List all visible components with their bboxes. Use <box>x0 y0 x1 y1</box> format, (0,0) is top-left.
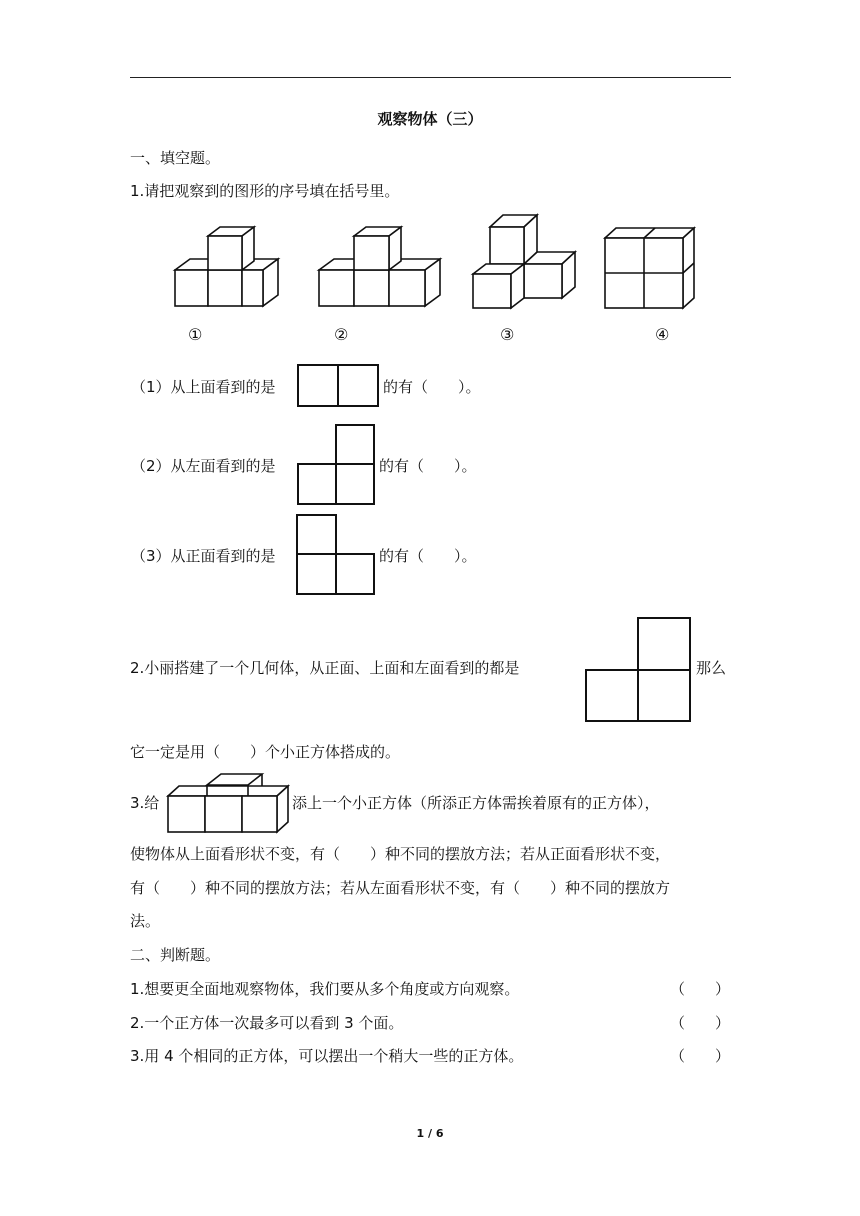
section2-heading: 二、判断题。 <box>130 946 221 964</box>
header-rule <box>130 77 731 78</box>
top-view-shape <box>297 364 381 408</box>
q2-continuation: 它一定是用（ ）个小正方体搭成的。 <box>130 743 401 761</box>
q1-sub2-prefix: （2）从左面看到的是 <box>131 457 276 475</box>
page-number: 1 / 6 <box>416 1127 444 1140</box>
q1-sub3-suffix: 的有（ ）。 <box>379 547 477 565</box>
figure-label-3: ③ <box>500 325 515 344</box>
judge-item-2: 2.一个正方体一次最多可以看到 3 个面。 <box>130 1014 404 1032</box>
figure-2-cubes <box>316 224 442 310</box>
q3-line2: 使物体从上面看形状不变，有（ ）种不同的摆放方法；若从正面看形状不变， <box>130 845 671 863</box>
q1-prompt: 1.请把观察到的图形的序号填在括号里。 <box>130 182 400 200</box>
q1-sub1-suffix: 的有（ ）。 <box>383 378 481 396</box>
judge-item-1: 1.想要更全面地观察物体，我们要从多个角度或方向观察。 <box>130 980 520 998</box>
front-view-shape <box>295 514 377 596</box>
q3-line4: 法。 <box>130 912 161 930</box>
q3-cube-figure <box>166 772 290 834</box>
q1-sub3-prefix: （3）从正面看到的是 <box>131 547 276 565</box>
q1-sub2-suffix: 的有（ ）。 <box>379 457 477 475</box>
q2-prompt: 2.小丽搭建了一个几何体，从正面、上面和左面看到的都是 <box>130 659 520 677</box>
figure-label-1: ① <box>188 325 203 344</box>
figure-label-4: ④ <box>655 325 670 344</box>
page-title: 观察物体（三） <box>377 110 483 128</box>
q3-prefix: 3.给 <box>130 794 160 812</box>
q3-line3: 有（ ）种不同的摆放方法；若从左面看形状不变，有（ ）种不同的摆放方 <box>130 879 671 897</box>
judge-bracket-2[interactable]: （ ） <box>669 1014 730 1032</box>
figure-4-cubes <box>601 224 699 312</box>
section1-heading: 一、填空题。 <box>130 149 221 167</box>
q3-line1: 添上一个小正方体（所添正方体需挨着原有的正方体）， <box>292 794 660 812</box>
figure-1-cubes <box>170 224 282 310</box>
judge-item-3: 3.用 4 个相同的正方体，可以摆出一个稍大一些的正方体。 <box>130 1047 524 1065</box>
q2-prompt-end: 那么 <box>696 659 727 677</box>
q1-sub1-prefix: （1）从上面看到的是 <box>131 378 276 396</box>
q2-view-shape <box>585 617 693 723</box>
judge-bracket-3[interactable]: （ ） <box>669 1047 730 1065</box>
figure-3-cubes <box>470 212 580 310</box>
left-view-shape <box>297 424 377 506</box>
judge-bracket-1[interactable]: （ ） <box>669 980 730 998</box>
figure-label-2: ② <box>334 325 349 344</box>
